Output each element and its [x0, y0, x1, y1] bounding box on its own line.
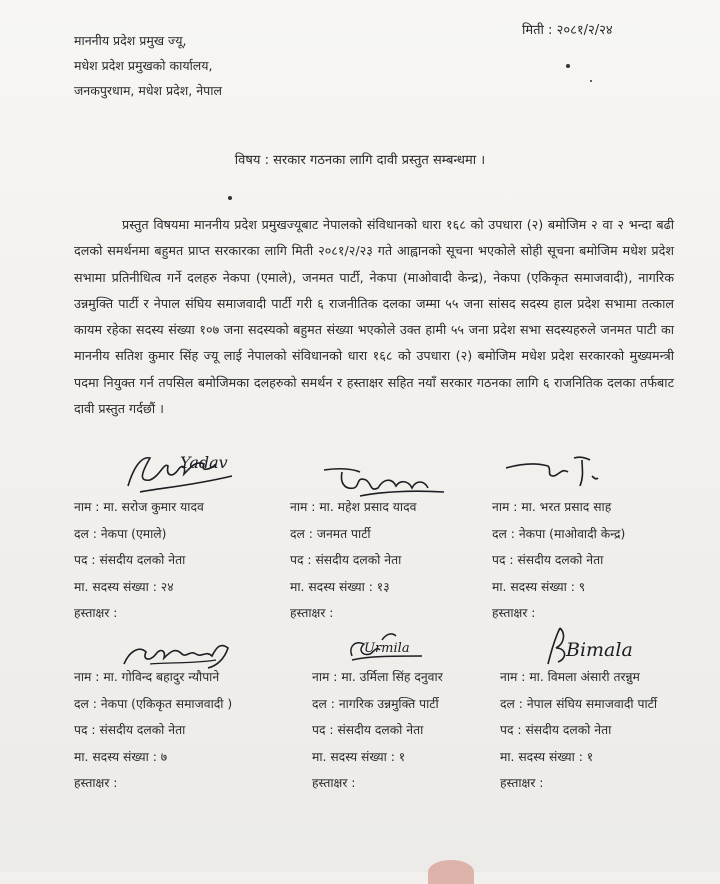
member-name: नाम : मा. महेश प्रसाद यादव: [290, 500, 417, 514]
member-signature-label: हस्ताक्षर :: [492, 606, 536, 620]
member-count: मा. सदस्य संख्या : १३: [290, 579, 390, 594]
letter-date: मिती : २०८१/२/२४: [522, 23, 613, 38]
member-block: [74, 664, 232, 797]
signature-text-1: Yadav: [180, 453, 228, 472]
member-party: दल : नेकपा (एमाले): [74, 526, 167, 541]
signature-sig-3: [500, 446, 620, 496]
member-count: मा. सदस्य संख्या : ७: [74, 749, 168, 764]
member-signature-label: हस्ताक्षर :: [312, 776, 356, 790]
ink-dot: [228, 196, 232, 200]
member-name: नाम : मा. भरत प्रसाद साह: [492, 500, 612, 514]
member-block: [290, 494, 416, 627]
member-block: [74, 494, 204, 627]
recipient-line-2: मधेश प्रदेश प्रमुखको कार्यालय,: [74, 58, 213, 73]
member-post: पद : संसदीय दलको नेता: [74, 553, 186, 567]
signature-text-6: Bimala: [566, 639, 633, 661]
recipient-line-1: माननीय प्रदेश प्रमुख ज्यू,: [74, 33, 187, 48]
recipient-line-3: जनकपुरधाम, मधेश प्रदेश, नेपाल: [74, 83, 222, 98]
member-name: नाम : मा. सरोज कुमार यादव: [74, 500, 204, 514]
letter-body: प्रस्तुत विषयमा माननीय प्रदेश प्रमुखज्यूबाट नेपालको संविधानको धारा १६८ को उपधारा (२) बमोजिम २ वा २ भन्दा बढी दलको समर्थनमा बहुमत प्राप्त सरकारका लागि मिती २०८१/२/२३ गते आह्वानको सूचना भएकोले सोही सूचना बमोजिम मधेश प्रदेश सभामा प्रतिनीधित्व गर्ने दलहरु नेकपा (एमाले), जनमत पार्टी, नेकपा (माओवादी केन्द्र), नेकपा (एकिकृत समाजवादी), नागरिक उन्नमुक्ति पार्टी र नेपाल संघिय समाजवादी पार्टी गरी ६ राजनीतिक दलका जम्मा ५५ जना सांसद सदस्य हाल प्रदेश सभामा तत्काल कायम रहेका सदस्य संख्या १०७ जना सदस्यको बहुमत संख्या भएकोले उक्त हामी ५५ जना प्रदेश सभा सदस्यहरुले जनमत पाटी का माननीय सतिश कुमार सिंह ज्यू लाई नेपालको संविधानको धारा १६८ को उपधारा (२) बमोजिम मधेश प्रदेश सरकारको मुख्यमन्त्री पदमा नियुक्त गर्न तपसिल बमोजिमका दलहरुको समर्थन र हस्ताक्षर सहित नयाँ सरकार गठनका लागि ६ राजनितिक दलका तर्फबाट दावी प्रस्तुत गर्दछौं ।: [74, 217, 674, 417]
member-count: मा. सदस्य संख्या : १: [500, 749, 594, 764]
member-name: नाम : मा. उर्मिला सिंह दनुवार: [312, 670, 443, 684]
member-post: पद : संसदीय दलको नेता: [492, 553, 604, 567]
member-post: पद : संसदीय दलको नेता: [290, 553, 402, 567]
member-party: दल : नेकपा (माओवादी केन्द्र): [492, 526, 626, 541]
signature-text-5: Urmila: [364, 641, 410, 656]
member-block: [492, 494, 625, 627]
finger-edge: [428, 860, 474, 884]
member-count: मा. सदस्य संख्या : १: [312, 749, 406, 764]
member-post: पद : संसदीय दलको नेता: [74, 723, 186, 737]
member-block: [500, 664, 657, 797]
member-party: दल : नागरिक उन्नमुक्ति पार्टी: [312, 696, 439, 711]
member-signature-label: हस्ताक्षर :: [290, 606, 334, 620]
recipient-address: [74, 28, 222, 103]
member-post: पद : संसदीय दलको नेता: [500, 723, 612, 737]
ink-dot: [590, 80, 592, 82]
member-signature-label: हस्ताक्षर :: [74, 776, 118, 790]
member-signature-label: हस्ताक्षर :: [74, 606, 118, 620]
letter-subject: विषय : सरकार गठनका लागि दावी प्रस्तुत सम्बन्धमा ।: [234, 153, 486, 168]
member-party: दल : नेकपा (एकिकृत समाजवादी ): [74, 696, 233, 711]
member-name: नाम : मा. विमला अंसारी तरन्नुम: [500, 670, 640, 684]
signature-sig-1: [120, 446, 240, 500]
member-signature-label: हस्ताक्षर :: [500, 776, 544, 790]
ink-dot: [566, 64, 570, 68]
member-party: दल : जनमत पार्टी: [290, 526, 371, 541]
member-count: मा. सदस्य संख्या : ९: [492, 579, 586, 594]
member-block: [312, 664, 443, 797]
member-party: दल : नेपाल संघिय समाजवादी पार्टी: [500, 696, 658, 711]
member-count: मा. सदस्य संख्या : २४: [74, 579, 174, 594]
member-name: नाम : मा. गोविन्द बहादुर न्यौपाने: [74, 670, 220, 684]
member-post: पद : संसदीय दलको नेता: [312, 723, 424, 737]
